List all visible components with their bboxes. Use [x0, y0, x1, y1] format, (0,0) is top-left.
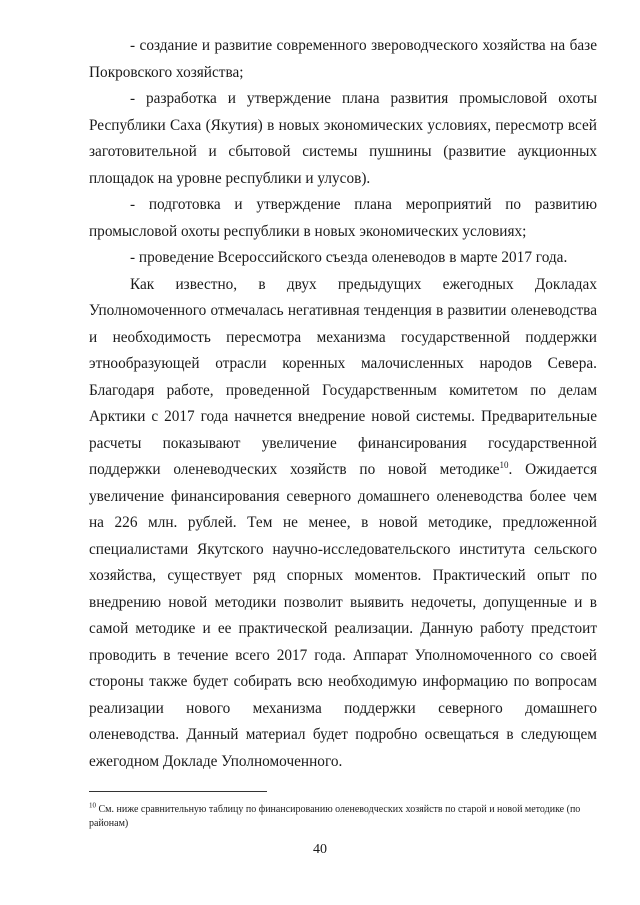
- paragraph-hunting-plan: - разработка и утверждение плана развития промысловой охоты Республики Саха (Якутия) в новых экономических условиях, пересмотр всей заготовительной и сбытовой системы пушнины (развитие аукционных площадок на уровне республики и улусов).: [89, 90, 597, 187]
- page-number: 40: [313, 842, 327, 857]
- main-text-part-2: . Ожидается увеличение финансирования северного домашнего оленеводства более чем на 226 млн. рублей. Тем не менее, в новой методике, предложенной специалистами Якутского научно-исследовательского института сельского хозяйства, существует ряд спорных моментов. Практический опыт по внедрению новой методики позволит выявить недочеты, допущенные и в самой методике и ее практической реализации. Данную работу предстоит проводить в течение всего 2017 года. Аппарат Уполномоченного со своей стороны также будет собирать всю необходимую информацию по вопросам реализации нового механизма поддержки северного домашнего оленеводства. Данный материал будет подробно освещаться в следующем ежегодном Докладе Уполномоченного.: [89, 461, 597, 770]
- footnote: [89, 803, 597, 830]
- body-text: [89, 33, 597, 775]
- paragraph-fur-farming: - создание и развитие современного звероводческого хозяйства на базе Покровского хозяйства;: [89, 37, 597, 81]
- footnote-reference: 10: [499, 459, 509, 470]
- paragraph-hunting-measures: - подготовка и утверждение плана мероприятий по развитию промысловой охоты республики в новых экономических условиях;: [89, 196, 597, 240]
- footnote-text: См. ниже сравнительную таблицу по финансированию оленеводческих хозяйств по старой и новой методике (по районам): [89, 804, 581, 829]
- paragraph-congress: - проведение Всероссийского съезда оленеводов в марте 2017 года.: [130, 249, 568, 266]
- main-text-part-1: Как известно, в двух предыдущих ежегодных Докладах Уполномоченного отмечалась негативная тенденция в развитии оленеводства и необходимость пересмотра механизма государственной поддержки этнообразующей отрасли коренных малочисленных народов Севера. Благодаря работе, проведенной Государственным комитетом по делам Арктики с 2017 года начнется внедрение новой системы. Предварительные расчеты показывают увеличение финансирования государственной поддержки оленеводческих хозяйств по новой методике: [89, 275, 597, 478]
- footnote-mark: 10: [89, 801, 96, 810]
- paragraph-reindeer-support: [89, 272, 597, 776]
- footnote-separator: [89, 791, 267, 792]
